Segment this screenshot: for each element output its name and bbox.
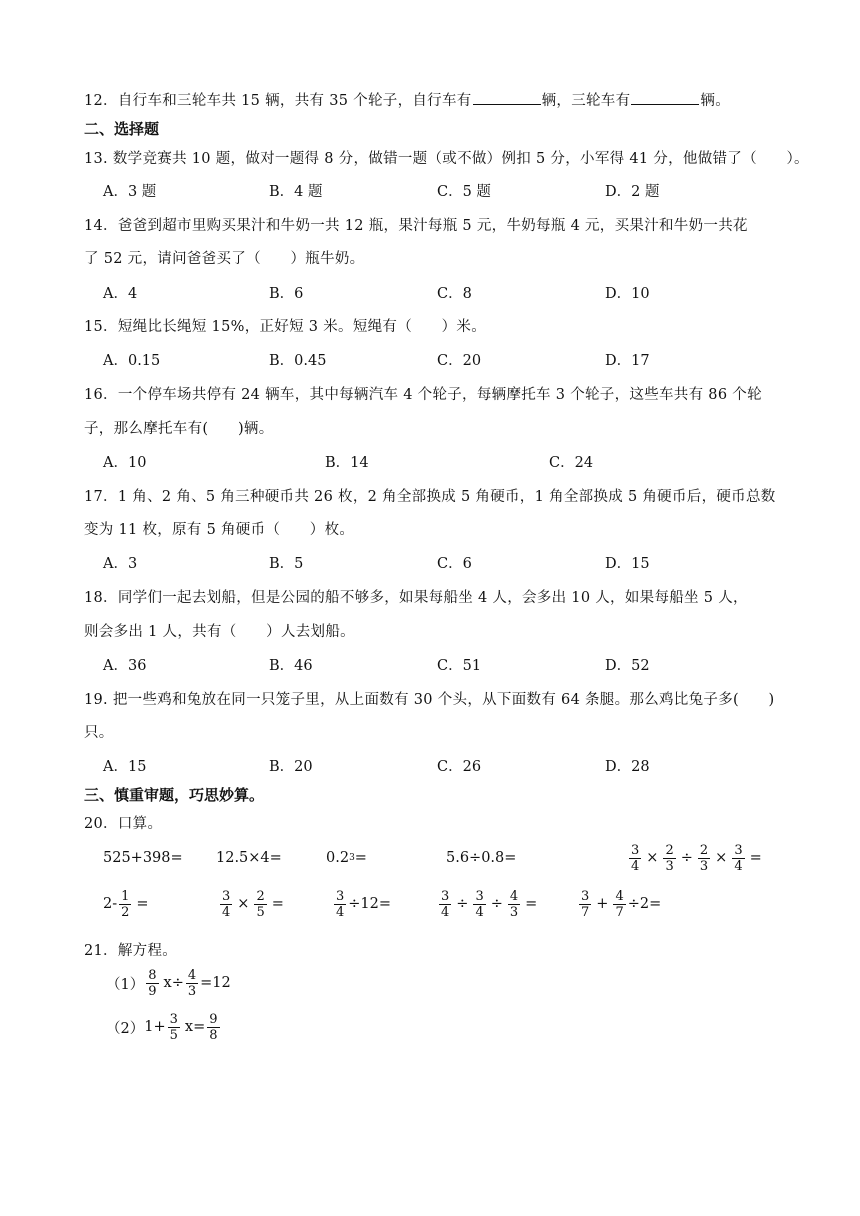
q12-text-start: 12．自行车和三轮车共 15 辆，共有 35 个轮子，自行车有 — [84, 93, 472, 109]
option-c[interactable]: C．8 — [437, 286, 472, 302]
option-a[interactable]: A．4 — [103, 286, 138, 302]
fraction: $\frac{3}{4}$ — [336, 888, 345, 920]
option-c[interactable]: C．6 — [437, 556, 472, 572]
option-c[interactable]: C．20 — [437, 353, 482, 369]
option-b[interactable]: B．5 — [269, 556, 304, 572]
question-14-line1: 14．爸爸到超市里购买果汁和牛奶一共 12 瓶，果汁每瓶 5 元，牛奶每瓶 4 元，买果汁和牛奶一共花 — [84, 218, 748, 234]
option-c[interactable]: C．24 — [549, 455, 594, 471]
fraction: $\frac{3}{4}$ — [441, 888, 450, 920]
fraction: $\frac{2}{3}$ — [665, 842, 674, 874]
option-b[interactable]: B．0.45 — [269, 353, 327, 369]
equation-2: （2） 1+ $\frac{3}{5}$ x= $\frac{9}{8}$ — [106, 1011, 218, 1043]
calc-item: 525+398= — [103, 850, 183, 866]
calc-item: 5.6÷0.8= — [446, 850, 517, 866]
option-a[interactable]: A．0.15 — [103, 353, 161, 369]
fraction: $\frac{3}{4}$ — [475, 888, 484, 920]
option-b[interactable]: B．6 — [269, 286, 304, 302]
option-c[interactable]: C．5 题 — [437, 184, 491, 200]
option-a[interactable]: A．36 — [103, 658, 147, 674]
section-heading: 二、选择题 — [84, 120, 160, 138]
option-d[interactable]: D．15 — [605, 556, 650, 572]
question-17-line1: 17．1 角、2 角、5 角三种硬币共 26 枚，2 角全部换成 5 角硬币，1 角全部换成 5 角硬币后，硬币总数 — [84, 489, 776, 505]
question-18-line2: 则会多出 1 人，共有（ ）人去划船。 — [84, 624, 355, 640]
fraction: $\frac{9}{8}$ — [209, 1011, 218, 1043]
q12-text-mid: 辆，三轮车有 — [541, 93, 631, 109]
fraction: $\frac{1}{2}$ — [121, 888, 130, 920]
question-14-line2: 了 52 元，请问爸爸买了（ ）瓶牛奶。 — [84, 251, 365, 267]
question-19-line2: 只。 — [84, 725, 114, 741]
fraction: $\frac{3}{5}$ — [169, 1011, 178, 1043]
option-d[interactable]: D．2 题 — [605, 184, 660, 200]
option-d[interactable]: D．17 — [605, 353, 650, 369]
fraction: $\frac{3}{4}$ — [734, 842, 743, 874]
fraction: $\frac{4}{3}$ — [509, 888, 519, 920]
option-b[interactable]: B．20 — [269, 759, 313, 775]
calc-item: $\frac{3}{4}$ ÷ $\frac{3}{4}$ ÷ $\frac{4}{3}$ = — [441, 888, 538, 920]
question-20-title: 20．口算。 — [84, 816, 163, 832]
option-a[interactable]: A．3 — [103, 556, 138, 572]
calc-item: $\frac{3}{4}$ × $\frac{2}{3}$ ÷ $\frac{2}{3}$ × $\frac{3}{4}$ = — [631, 842, 762, 874]
question-18-line1: 18．同学们一起去划船，但是公园的船不够多，如果每船坐 4 人，会多出 10 人，如果每船坐 5 人， — [84, 590, 748, 606]
option-c[interactable]: C．51 — [437, 658, 482, 674]
calc-item: 0.2 3 = — [326, 850, 367, 866]
option-a[interactable]: A．15 — [103, 759, 147, 775]
option-c[interactable]: C．26 — [437, 759, 482, 775]
option-b[interactable]: B．14 — [325, 455, 369, 471]
calc-item: $\frac{3}{4}$ ÷12= — [336, 888, 392, 920]
answer-blank[interactable] — [631, 90, 699, 105]
option-d[interactable]: D．52 — [605, 658, 650, 674]
calc-item: $\frac{3}{4}$ × $\frac{2}{5}$ = — [222, 888, 284, 920]
option-d[interactable]: D．10 — [605, 286, 650, 302]
fraction: $\frac{3}{4}$ — [222, 888, 231, 920]
fraction: $\frac{4}{7}$ — [615, 888, 624, 920]
question-21-title: 21．解方程。 — [84, 943, 178, 959]
option-b[interactable]: B．4 题 — [269, 184, 323, 200]
section-heading: 三、慎重审题，巧思妙算。 — [84, 786, 265, 804]
option-d[interactable]: D．28 — [605, 759, 650, 775]
question-16-line1: 16．一个停车场共停有 24 辆车，其中每辆汽车 4 个轮子，每辆摩托车 3 个轮子，这些车共有 86 个轮 — [84, 387, 762, 403]
fraction: $\frac{2}{3}$ — [699, 842, 709, 874]
fraction: $\frac{3}{7}$ — [581, 888, 590, 920]
fraction: $\frac{2}{5}$ — [256, 888, 265, 920]
question-17-line2: 变为 11 枚，原有 5 角硬币（ ）枚。 — [84, 522, 355, 538]
question-12 — [84, 89, 730, 110]
option-a[interactable]: A．10 — [103, 455, 147, 471]
fraction: $\frac{3}{4}$ — [631, 842, 640, 874]
option-a[interactable]: A．3 题 — [103, 184, 157, 200]
question-15: 15．短绳比长绳短 15%，正好短 3 米。短绳有（ ）米。 — [84, 319, 487, 335]
q12-text-end: 辆。 — [700, 93, 731, 109]
equation-1: （1） $\frac{8}{9}$ x÷ $\frac{4}{3}$ =12 — [106, 967, 231, 999]
fraction: $\frac{4}{3}$ — [187, 967, 197, 999]
answer-blank[interactable] — [473, 90, 541, 105]
calc-item: $\frac{3}{7}$ + $\frac{4}{7}$ ÷2= — [581, 888, 662, 920]
calc-item: 2- $\frac{1}{2}$ = — [103, 888, 149, 920]
question-13: 13. 数学竞赛共 10 题，做对一题得 8 分，做错一题（或不做）例扣 5 分，小军得 41 分，他做错了（ ）。 — [84, 151, 809, 167]
fraction: $\frac{8}{9}$ — [148, 967, 157, 999]
calc-item: 12.5×4= — [216, 850, 282, 866]
question-19-line1: 19. 把一些鸡和兔放在同一只笼子里，从上面数有 30 个头，从下面数有 64 条腿。那么鸡比兔子多( ) — [84, 692, 775, 708]
option-b[interactable]: B．46 — [269, 658, 313, 674]
question-16-line2: 子，那么摩托车有( )辆。 — [84, 421, 274, 437]
